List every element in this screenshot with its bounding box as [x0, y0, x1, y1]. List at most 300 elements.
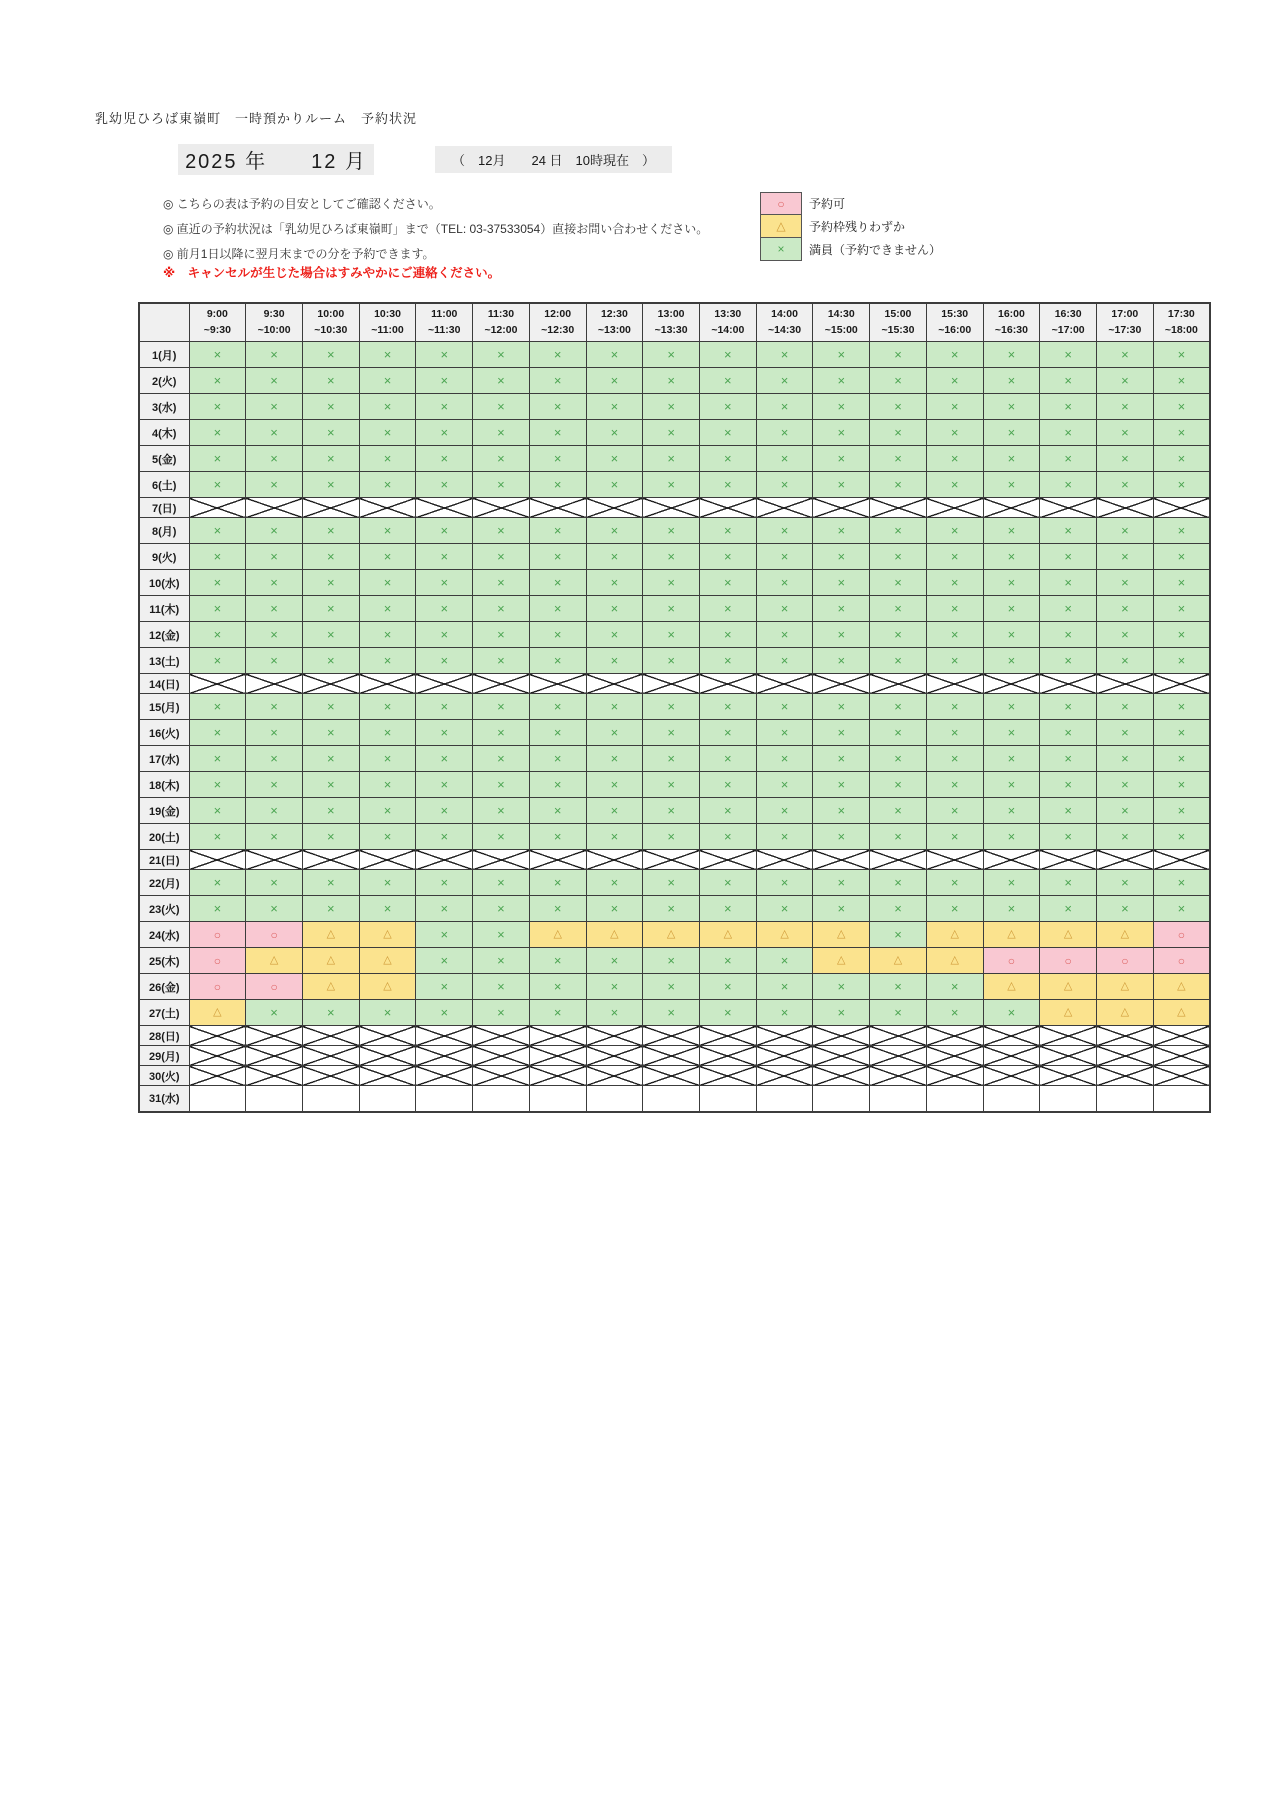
legend-label: 満員（予約できません） — [809, 243, 942, 257]
time-slot-header: 11:00 ~11:30 — [416, 303, 473, 342]
slot-cell: × — [529, 472, 586, 498]
slot-cell: × — [813, 896, 870, 922]
slot-cell: × — [1153, 596, 1210, 622]
slot-cell: × — [302, 446, 359, 472]
slot-cell — [699, 850, 756, 870]
slot-cell: × — [359, 342, 416, 368]
time-slot-header: 16:00 ~16:30 — [983, 303, 1040, 342]
slot-cell: × — [1040, 544, 1097, 570]
slot-cell: × — [1153, 648, 1210, 674]
slot-cell: × — [529, 746, 586, 772]
slot-cell: × — [416, 974, 473, 1000]
day-label: 11(木) — [139, 596, 189, 622]
slot-cell: × — [813, 446, 870, 472]
slot-cell: × — [189, 648, 246, 674]
corner-cell — [139, 303, 189, 342]
day-label: 6(土) — [139, 472, 189, 498]
slot-cell: × — [1040, 824, 1097, 850]
slot-cell — [416, 850, 473, 870]
slot-cell — [643, 850, 700, 870]
slot-cell — [302, 850, 359, 870]
slot-cell: × — [756, 446, 813, 472]
year-month-box — [178, 144, 374, 175]
slot-cell: × — [983, 420, 1040, 446]
slot-cell: × — [1153, 694, 1210, 720]
slot-cell: × — [983, 342, 1040, 368]
slot-cell: × — [189, 420, 246, 446]
slot-cell: × — [302, 870, 359, 896]
slot-cell: × — [586, 368, 643, 394]
slot-cell: × — [1153, 368, 1210, 394]
slot-cell: × — [926, 622, 983, 648]
slot-cell: × — [529, 648, 586, 674]
slot-cell: × — [473, 824, 530, 850]
slot-cell — [1040, 1066, 1097, 1086]
slot-cell: × — [586, 720, 643, 746]
day-row — [139, 648, 1210, 674]
slot-cell — [246, 1086, 303, 1112]
slot-cell: × — [416, 596, 473, 622]
day-row — [139, 850, 1210, 870]
day-row — [139, 446, 1210, 472]
slot-cell: △ — [302, 922, 359, 948]
day-row — [139, 870, 1210, 896]
slot-cell: × — [870, 342, 927, 368]
day-row — [139, 394, 1210, 420]
slot-cell — [1097, 498, 1154, 518]
slot-cell: × — [870, 368, 927, 394]
slot-cell: × — [983, 824, 1040, 850]
slot-cell — [699, 1086, 756, 1112]
slot-cell: × — [473, 472, 530, 498]
slot-cell: × — [983, 394, 1040, 420]
slot-cell — [246, 674, 303, 694]
slot-cell — [870, 1026, 927, 1046]
slot-cell: × — [699, 974, 756, 1000]
slot-cell: × — [643, 622, 700, 648]
slot-cell: × — [813, 648, 870, 674]
slot-cell — [189, 498, 246, 518]
time-slot-header: 9:30 ~10:00 — [246, 303, 303, 342]
slot-cell: × — [302, 420, 359, 446]
slot-cell: × — [926, 596, 983, 622]
slot-cell: × — [813, 342, 870, 368]
slot-cell: × — [926, 368, 983, 394]
slot-cell: × — [983, 570, 1040, 596]
slot-cell: × — [983, 870, 1040, 896]
slot-cell: × — [926, 896, 983, 922]
slot-cell: × — [643, 720, 700, 746]
slot-cell: × — [302, 772, 359, 798]
slot-cell — [473, 850, 530, 870]
slot-cell: × — [473, 648, 530, 674]
day-label: 5(金) — [139, 446, 189, 472]
slot-cell: △ — [586, 922, 643, 948]
slot-cell: × — [813, 694, 870, 720]
slot-cell: × — [926, 648, 983, 674]
slot-cell — [302, 1066, 359, 1086]
slot-cell: × — [643, 772, 700, 798]
slot-cell: × — [359, 798, 416, 824]
slot-cell: × — [813, 518, 870, 544]
cancellation-warning: ※ キャンセルが生じた場合はすみやかにご連絡ください。 — [163, 266, 501, 280]
slot-cell: × — [302, 544, 359, 570]
slot-cell: × — [756, 798, 813, 824]
slot-cell: × — [983, 518, 1040, 544]
slot-cell — [416, 1066, 473, 1086]
day-row — [139, 518, 1210, 544]
slot-cell: × — [529, 974, 586, 1000]
slot-cell — [586, 674, 643, 694]
slot-cell: × — [926, 870, 983, 896]
slot-cell — [359, 1086, 416, 1112]
slot-cell: × — [699, 1000, 756, 1026]
slot-cell: × — [416, 870, 473, 896]
day-row — [139, 896, 1210, 922]
slot-cell: × — [813, 420, 870, 446]
slot-cell: × — [756, 720, 813, 746]
slot-cell — [189, 1026, 246, 1046]
time-slot-header: 10:00 ~10:30 — [302, 303, 359, 342]
slot-cell: × — [756, 1000, 813, 1026]
time-slot-header: 15:30 ~16:00 — [926, 303, 983, 342]
slot-cell: × — [699, 746, 756, 772]
slot-cell: × — [473, 420, 530, 446]
slot-cell: × — [416, 948, 473, 974]
slot-cell — [1153, 1046, 1210, 1066]
slot-cell: × — [1153, 420, 1210, 446]
slot-cell: × — [529, 446, 586, 472]
slot-cell: × — [416, 896, 473, 922]
slot-cell: × — [302, 342, 359, 368]
slot-cell: × — [983, 596, 1040, 622]
day-row — [139, 368, 1210, 394]
slot-cell: × — [246, 824, 303, 850]
slot-cell: × — [1097, 446, 1154, 472]
slot-cell: × — [473, 518, 530, 544]
slot-cell — [1097, 1046, 1154, 1066]
slot-cell: × — [983, 622, 1040, 648]
slot-cell: × — [1040, 648, 1097, 674]
slot-cell: × — [643, 368, 700, 394]
slot-cell: △ — [189, 1000, 246, 1026]
slot-cell: △ — [699, 922, 756, 948]
slot-cell: × — [756, 342, 813, 368]
slot-cell — [983, 1026, 1040, 1046]
slot-cell: × — [473, 596, 530, 622]
slot-cell: × — [870, 922, 927, 948]
slot-cell: × — [359, 1000, 416, 1026]
slot-cell: × — [1097, 368, 1154, 394]
slot-cell: × — [870, 420, 927, 446]
slot-cell: × — [1097, 544, 1154, 570]
slot-cell — [926, 850, 983, 870]
slot-cell: × — [359, 622, 416, 648]
slot-cell — [1097, 1066, 1154, 1086]
slot-cell: × — [189, 694, 246, 720]
slot-cell: × — [699, 368, 756, 394]
slot-cell: ○ — [1153, 948, 1210, 974]
slot-cell — [870, 850, 927, 870]
table-body — [139, 342, 1210, 1112]
slot-cell: × — [416, 472, 473, 498]
slot-cell: × — [926, 394, 983, 420]
slot-cell: × — [359, 570, 416, 596]
slot-cell: × — [586, 570, 643, 596]
slot-cell: × — [359, 544, 416, 570]
slot-cell: × — [756, 648, 813, 674]
slot-cell: × — [643, 596, 700, 622]
slot-cell: × — [302, 622, 359, 648]
slot-cell — [189, 850, 246, 870]
slot-cell: × — [756, 472, 813, 498]
slot-cell: × — [983, 798, 1040, 824]
slot-cell: ○ — [246, 922, 303, 948]
slot-cell: × — [870, 596, 927, 622]
slot-cell — [529, 1026, 586, 1046]
slot-cell: △ — [302, 948, 359, 974]
slot-cell: × — [359, 870, 416, 896]
slot-cell: × — [1097, 394, 1154, 420]
day-label: 7(日) — [139, 498, 189, 518]
slot-cell: × — [416, 622, 473, 648]
slot-cell: × — [586, 544, 643, 570]
slot-cell — [529, 1066, 586, 1086]
slot-cell: × — [699, 694, 756, 720]
time-slot-header: 13:00 ~13:30 — [643, 303, 700, 342]
slot-cell: × — [1153, 870, 1210, 896]
slot-cell — [756, 850, 813, 870]
slot-cell: × — [302, 570, 359, 596]
slot-cell: × — [416, 342, 473, 368]
slot-cell: × — [302, 472, 359, 498]
slot-cell — [926, 1086, 983, 1112]
day-label: 27(土) — [139, 1000, 189, 1026]
slot-cell: × — [926, 446, 983, 472]
slot-cell: × — [756, 694, 813, 720]
slot-cell: × — [189, 746, 246, 772]
slot-cell: × — [643, 694, 700, 720]
slot-cell: × — [246, 596, 303, 622]
slot-cell: × — [926, 746, 983, 772]
slot-cell — [870, 1046, 927, 1066]
slot-cell: × — [699, 596, 756, 622]
slot-cell: × — [246, 342, 303, 368]
slot-cell: × — [359, 896, 416, 922]
day-row — [139, 974, 1210, 1000]
slot-cell — [813, 1026, 870, 1046]
slot-cell: × — [1040, 720, 1097, 746]
day-label: 26(金) — [139, 974, 189, 1000]
day-row — [139, 498, 1210, 518]
slot-cell: × — [699, 824, 756, 850]
day-label: 23(火) — [139, 896, 189, 922]
slot-cell: × — [529, 544, 586, 570]
slot-cell: × — [699, 622, 756, 648]
slot-cell: × — [756, 948, 813, 974]
day-row — [139, 596, 1210, 622]
slot-cell: × — [813, 596, 870, 622]
slot-cell: × — [643, 798, 700, 824]
slot-cell — [529, 498, 586, 518]
slot-cell — [473, 674, 530, 694]
slot-cell — [643, 1066, 700, 1086]
slot-cell: × — [983, 1000, 1040, 1026]
slot-cell: × — [1097, 570, 1154, 596]
slot-cell: × — [643, 948, 700, 974]
slot-cell: × — [699, 798, 756, 824]
slot-cell — [643, 1026, 700, 1046]
slot-cell: × — [870, 518, 927, 544]
time-slot-header: 12:30 ~13:00 — [586, 303, 643, 342]
slot-cell: × — [529, 798, 586, 824]
slot-cell: × — [359, 694, 416, 720]
day-row — [139, 720, 1210, 746]
slot-cell — [416, 498, 473, 518]
slot-cell: × — [1040, 446, 1097, 472]
slot-cell: × — [870, 1000, 927, 1026]
slot-cell — [416, 674, 473, 694]
time-slot-header: 12:00 ~12:30 — [529, 303, 586, 342]
slot-cell — [813, 1086, 870, 1112]
slot-cell: × — [189, 772, 246, 798]
slot-cell: × — [1040, 472, 1097, 498]
slot-cell: × — [926, 694, 983, 720]
day-label: 16(火) — [139, 720, 189, 746]
slot-cell: × — [473, 922, 530, 948]
slot-cell — [756, 498, 813, 518]
slot-cell: △ — [1153, 1000, 1210, 1026]
day-label: 18(木) — [139, 772, 189, 798]
reservation-table — [138, 302, 1211, 1113]
slot-cell: × — [643, 896, 700, 922]
day-label: 14(日) — [139, 674, 189, 694]
slot-cell: × — [756, 544, 813, 570]
slot-cell: × — [756, 518, 813, 544]
slot-cell: × — [302, 518, 359, 544]
slot-cell: × — [1153, 720, 1210, 746]
slot-cell: × — [359, 394, 416, 420]
slot-cell: × — [926, 342, 983, 368]
day-row — [139, 674, 1210, 694]
slot-cell: × — [926, 824, 983, 850]
slot-cell: ○ — [189, 922, 246, 948]
day-label: 29(月) — [139, 1046, 189, 1066]
slot-cell: × — [302, 720, 359, 746]
slot-cell: × — [473, 974, 530, 1000]
slot-cell: × — [926, 798, 983, 824]
slot-cell: × — [1040, 896, 1097, 922]
slot-cell: × — [473, 570, 530, 596]
slot-cell: × — [1153, 798, 1210, 824]
slot-cell: × — [756, 596, 813, 622]
slot-cell: × — [756, 772, 813, 798]
slot-cell: × — [699, 342, 756, 368]
time-slot-header: 14:00 ~14:30 — [756, 303, 813, 342]
slot-cell: × — [1097, 596, 1154, 622]
slot-cell: × — [756, 420, 813, 446]
slot-cell — [926, 1046, 983, 1066]
slot-cell: × — [473, 896, 530, 922]
slot-cell: × — [1040, 870, 1097, 896]
slot-cell — [1040, 850, 1097, 870]
legend-label: 予約枠残りわずか — [809, 220, 906, 234]
slot-cell: × — [813, 746, 870, 772]
time-slot-header: 17:30 ~18:00 — [1153, 303, 1210, 342]
slot-cell: × — [359, 648, 416, 674]
day-label: 13(土) — [139, 648, 189, 674]
slot-cell — [926, 498, 983, 518]
slot-cell: × — [416, 798, 473, 824]
slot-cell — [473, 1086, 530, 1112]
slot-cell — [1153, 674, 1210, 694]
slot-cell: × — [699, 446, 756, 472]
slot-cell: × — [1040, 420, 1097, 446]
slot-cell: × — [870, 798, 927, 824]
slot-cell: △ — [1097, 1000, 1154, 1026]
slot-cell: × — [870, 824, 927, 850]
slot-cell: × — [870, 746, 927, 772]
slot-cell: × — [699, 870, 756, 896]
slot-cell: × — [756, 974, 813, 1000]
slot-cell: × — [926, 420, 983, 446]
slot-cell: × — [1153, 446, 1210, 472]
slot-cell: × — [1097, 720, 1154, 746]
day-label: 12(金) — [139, 622, 189, 648]
slot-cell: × — [246, 870, 303, 896]
slot-cell: × — [189, 342, 246, 368]
slot-cell — [1153, 498, 1210, 518]
slot-cell: × — [983, 694, 1040, 720]
legend-swatch-available: ○ — [760, 192, 802, 215]
slot-cell: × — [473, 948, 530, 974]
slot-cell: × — [189, 870, 246, 896]
slot-cell: × — [586, 342, 643, 368]
day-row — [139, 570, 1210, 596]
slot-cell: × — [246, 648, 303, 674]
slot-cell — [473, 1046, 530, 1066]
slot-cell: × — [699, 544, 756, 570]
slot-cell: × — [1097, 694, 1154, 720]
slot-cell: × — [1097, 870, 1154, 896]
slot-cell: × — [416, 824, 473, 850]
slot-cell — [756, 1086, 813, 1112]
day-row — [139, 948, 1210, 974]
slot-cell — [189, 1046, 246, 1066]
slot-cell: × — [416, 518, 473, 544]
slot-cell: × — [756, 746, 813, 772]
slot-cell: × — [189, 394, 246, 420]
slot-cell — [246, 850, 303, 870]
slot-cell: × — [302, 648, 359, 674]
slot-cell — [1153, 850, 1210, 870]
slot-cell: × — [586, 648, 643, 674]
slot-cell: × — [529, 518, 586, 544]
slot-cell: × — [529, 570, 586, 596]
slot-cell — [529, 1046, 586, 1066]
slot-cell — [1040, 1086, 1097, 1112]
slot-cell: × — [1040, 342, 1097, 368]
slot-cell: × — [1153, 622, 1210, 648]
slot-cell — [643, 1086, 700, 1112]
slot-cell: × — [586, 446, 643, 472]
slot-cell: △ — [1040, 974, 1097, 1000]
slot-cell — [529, 1086, 586, 1112]
slot-cell: × — [1153, 472, 1210, 498]
slot-cell: × — [756, 896, 813, 922]
slot-cell: × — [643, 342, 700, 368]
slot-cell — [359, 674, 416, 694]
